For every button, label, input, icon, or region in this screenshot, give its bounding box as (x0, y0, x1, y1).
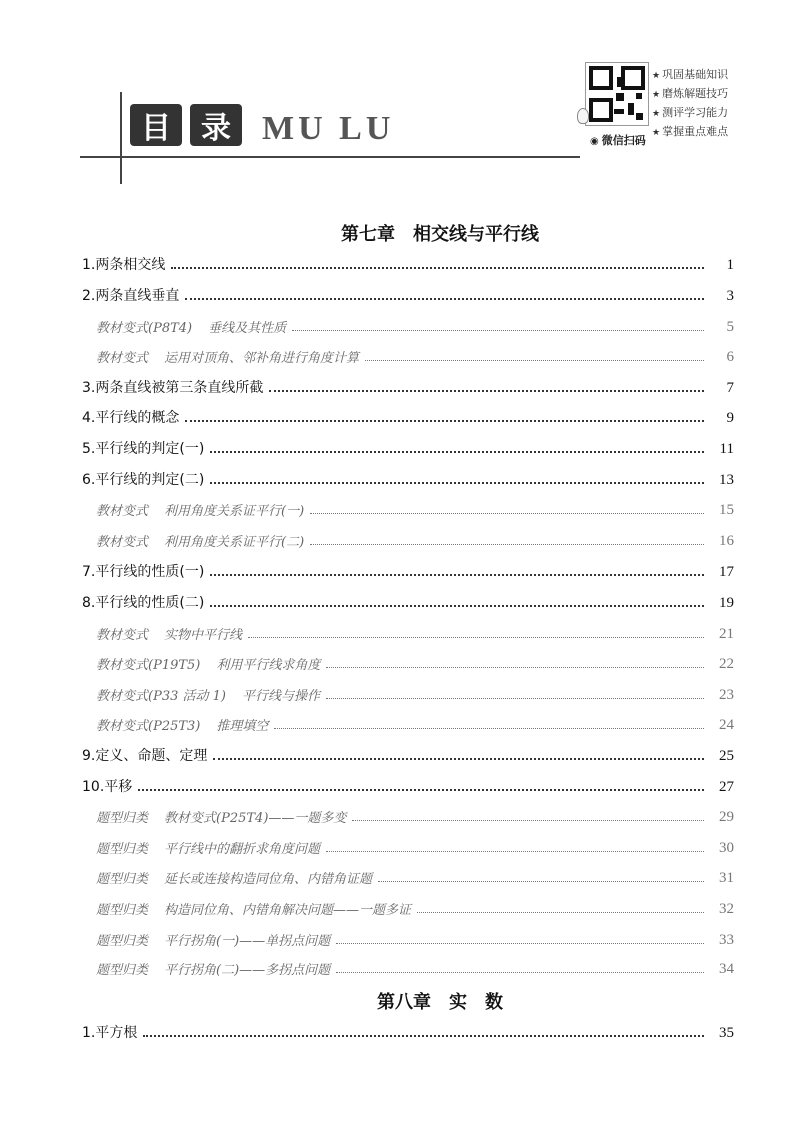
wechat-icon: ◉ (590, 136, 599, 147)
toc-subentry[interactable]: 教材变式 运用对顶角、邻补角进行角度计算 6 (96, 349, 734, 366)
toc-subentry[interactable]: 题型归类 平行拐角(二)——多拐点问题 34 (96, 961, 734, 978)
feature-item: ★ 巩固基础知识 (652, 68, 729, 81)
toc-subentry[interactable]: 题型归类 教材变式(P25T4)——一题多变 29 (96, 809, 734, 826)
star-icon: ★ (652, 109, 661, 119)
toc-subentry[interactable]: 题型归类 平行线中的翻折求角度问题 30 (96, 840, 734, 857)
toc-entry[interactable]: 9.定义、命题、定理 25 (82, 748, 734, 764)
toc-entry[interactable]: 6.平行线的判定(二) 13 (82, 472, 734, 488)
toc-entry[interactable]: 10.平移 27 (82, 779, 734, 795)
toc-entry[interactable]: 8.平行线的性质(二) 19 (82, 595, 734, 611)
toc-entry[interactable]: 4.平行线的概念 9 (82, 410, 734, 426)
star-icon: ★ (652, 128, 661, 138)
title-char-mu: 目 (130, 104, 182, 146)
toc-subentry[interactable]: 教材变式(P25T3) 推理填空 24 (96, 717, 734, 734)
toc-subentry[interactable]: 教材变式(P19T5) 利用平行线求角度 22 (96, 656, 734, 673)
feature-item: ★ 掌握重点难点 (652, 125, 729, 138)
toc-subentry[interactable]: 教材变式(P8T4) 垂线及其性质 5 (96, 319, 734, 336)
toc-entry[interactable]: 5.平行线的判定(一) 11 (82, 441, 734, 457)
header-horizontal-rule (80, 156, 580, 158)
toc-subentry[interactable]: 教材变式(P33 活动 1) 平行线与操作 23 (96, 687, 734, 704)
feature-item: ★ 磨炼解题技巧 (652, 87, 729, 100)
toc-subentry[interactable]: 教材变式 利用角度关系证平行(一) 15 (96, 502, 734, 519)
scan-label (590, 132, 646, 148)
toc-entry[interactable]: 2.两条直线垂直 3 (82, 288, 734, 304)
toc-subentry[interactable]: 教材变式 实物中平行线 21 (96, 626, 734, 643)
feature-list (652, 66, 728, 142)
feature-item: ★ 测评学习能力 (652, 106, 729, 119)
toc-subentry[interactable]: 题型归类 构造同位角、内错角解决问题——一题多证 32 (96, 901, 734, 918)
toc-entry[interactable]: 1.平方根 35 (82, 1025, 734, 1041)
toc-entry[interactable]: 7.平行线的性质(一) 17 (82, 564, 734, 580)
toc-subentry[interactable]: 题型归类 平行拐角(一)——单拐点问题 33 (96, 932, 734, 949)
header-vertical-rule (120, 92, 122, 184)
toc-entry[interactable]: 1.两条相交线 1 (82, 257, 734, 273)
title-char-lu: 录 (190, 104, 242, 146)
scan-label-text: 微信扫码 (601, 134, 646, 147)
toc-entry[interactable]: 3.两条直线被第三条直线所截 7 (82, 380, 734, 396)
toc-subentry[interactable]: 教材变式 利用角度关系证平行(二) 16 (96, 533, 734, 550)
star-icon: ★ (652, 71, 661, 81)
chapter-heading: 第八章 实 数 (377, 992, 503, 1013)
toc-subentry[interactable]: 题型归类 延长或连接构造同位角、内错角证题 31 (96, 870, 734, 887)
lightbulb-icon (577, 108, 589, 124)
title-latin: MU LU (262, 110, 395, 147)
star-icon: ★ (652, 90, 661, 100)
chapter-heading: 第七章 相交线与平行线 (341, 224, 539, 245)
qr-code-icon[interactable] (585, 62, 649, 126)
